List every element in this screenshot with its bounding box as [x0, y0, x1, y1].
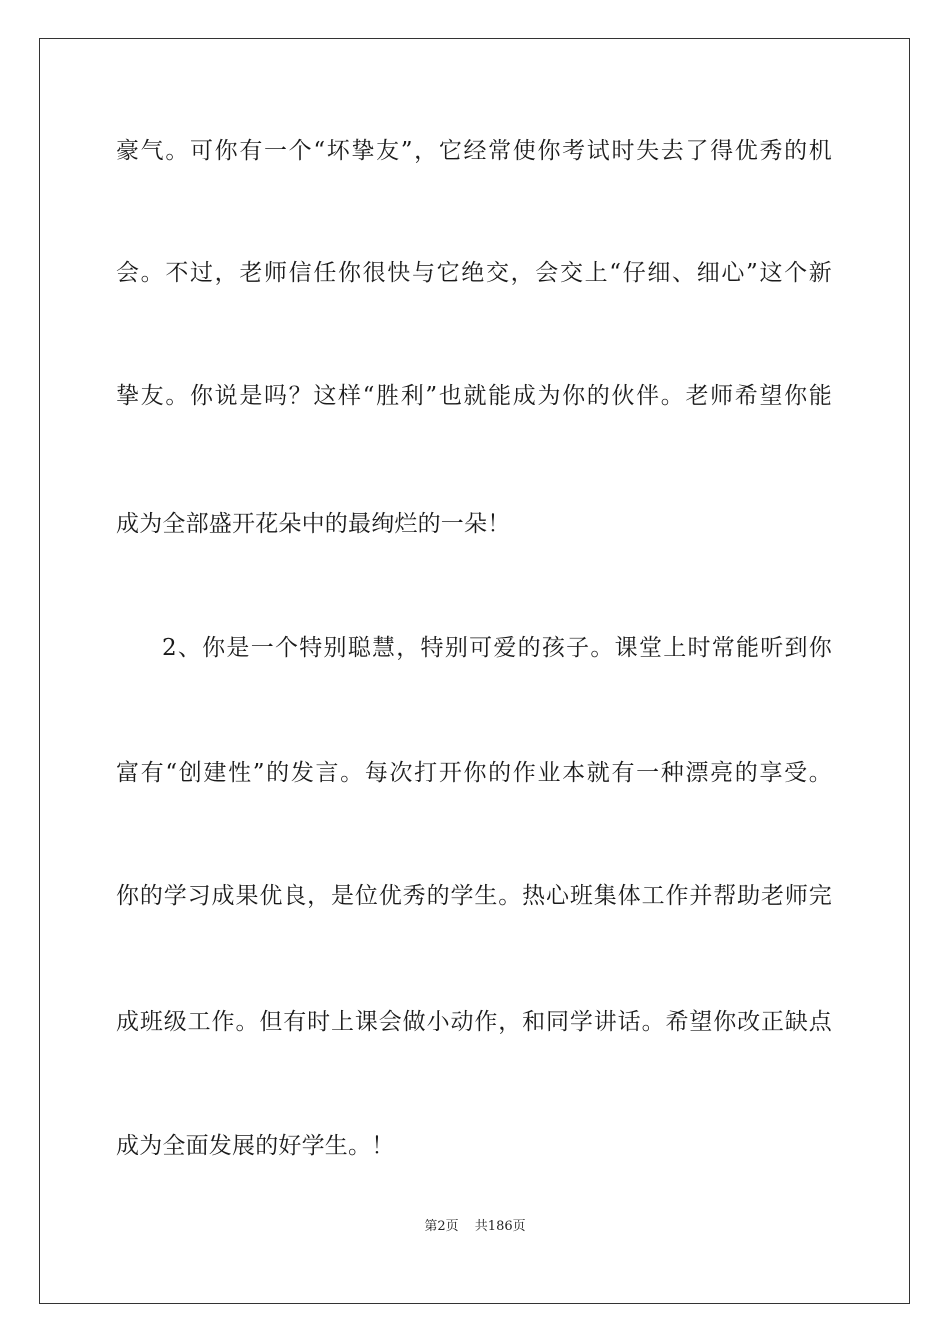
body-line-4: 成为全部盛开花朵中的最绚烂的一朵！	[116, 511, 511, 537]
body-line-8: 成班级工作。但有时上课会做小动作，和同学讲话。希望你改正缺点	[116, 1009, 832, 1035]
body-line-2: 会。不过，老师信任你很快与它绝交，会交上“仔细、细心”这个新	[116, 260, 832, 286]
body-line-9: 成为全面发展的好学生。！	[116, 1133, 395, 1159]
body-line-6: 富有“创建性”的发言。每次打开你的作业本就有一种漂亮的享受。	[116, 760, 832, 786]
page-number: 第2页	[424, 1219, 459, 1234]
page-frame	[39, 38, 910, 1304]
body-line-5: 2、你是一个特别聪慧，特别可爱的孩子。课堂上时常能听到你	[162, 635, 832, 661]
body-line-3: 挚友。你说是吗？这样“胜利”也就能成为你的伙伴。老师希望你能	[116, 383, 832, 409]
page-total: 共186页	[474, 1219, 526, 1234]
page-footer	[0, 1218, 950, 1236]
body-line-7: 你的学习成果优良，是位优秀的学生。热心班集体工作并帮助老师完	[116, 883, 832, 909]
body-line-1: 豪气。可你有一个“坏挚友”，它经常使你考试时失去了得优秀的机	[116, 138, 832, 164]
